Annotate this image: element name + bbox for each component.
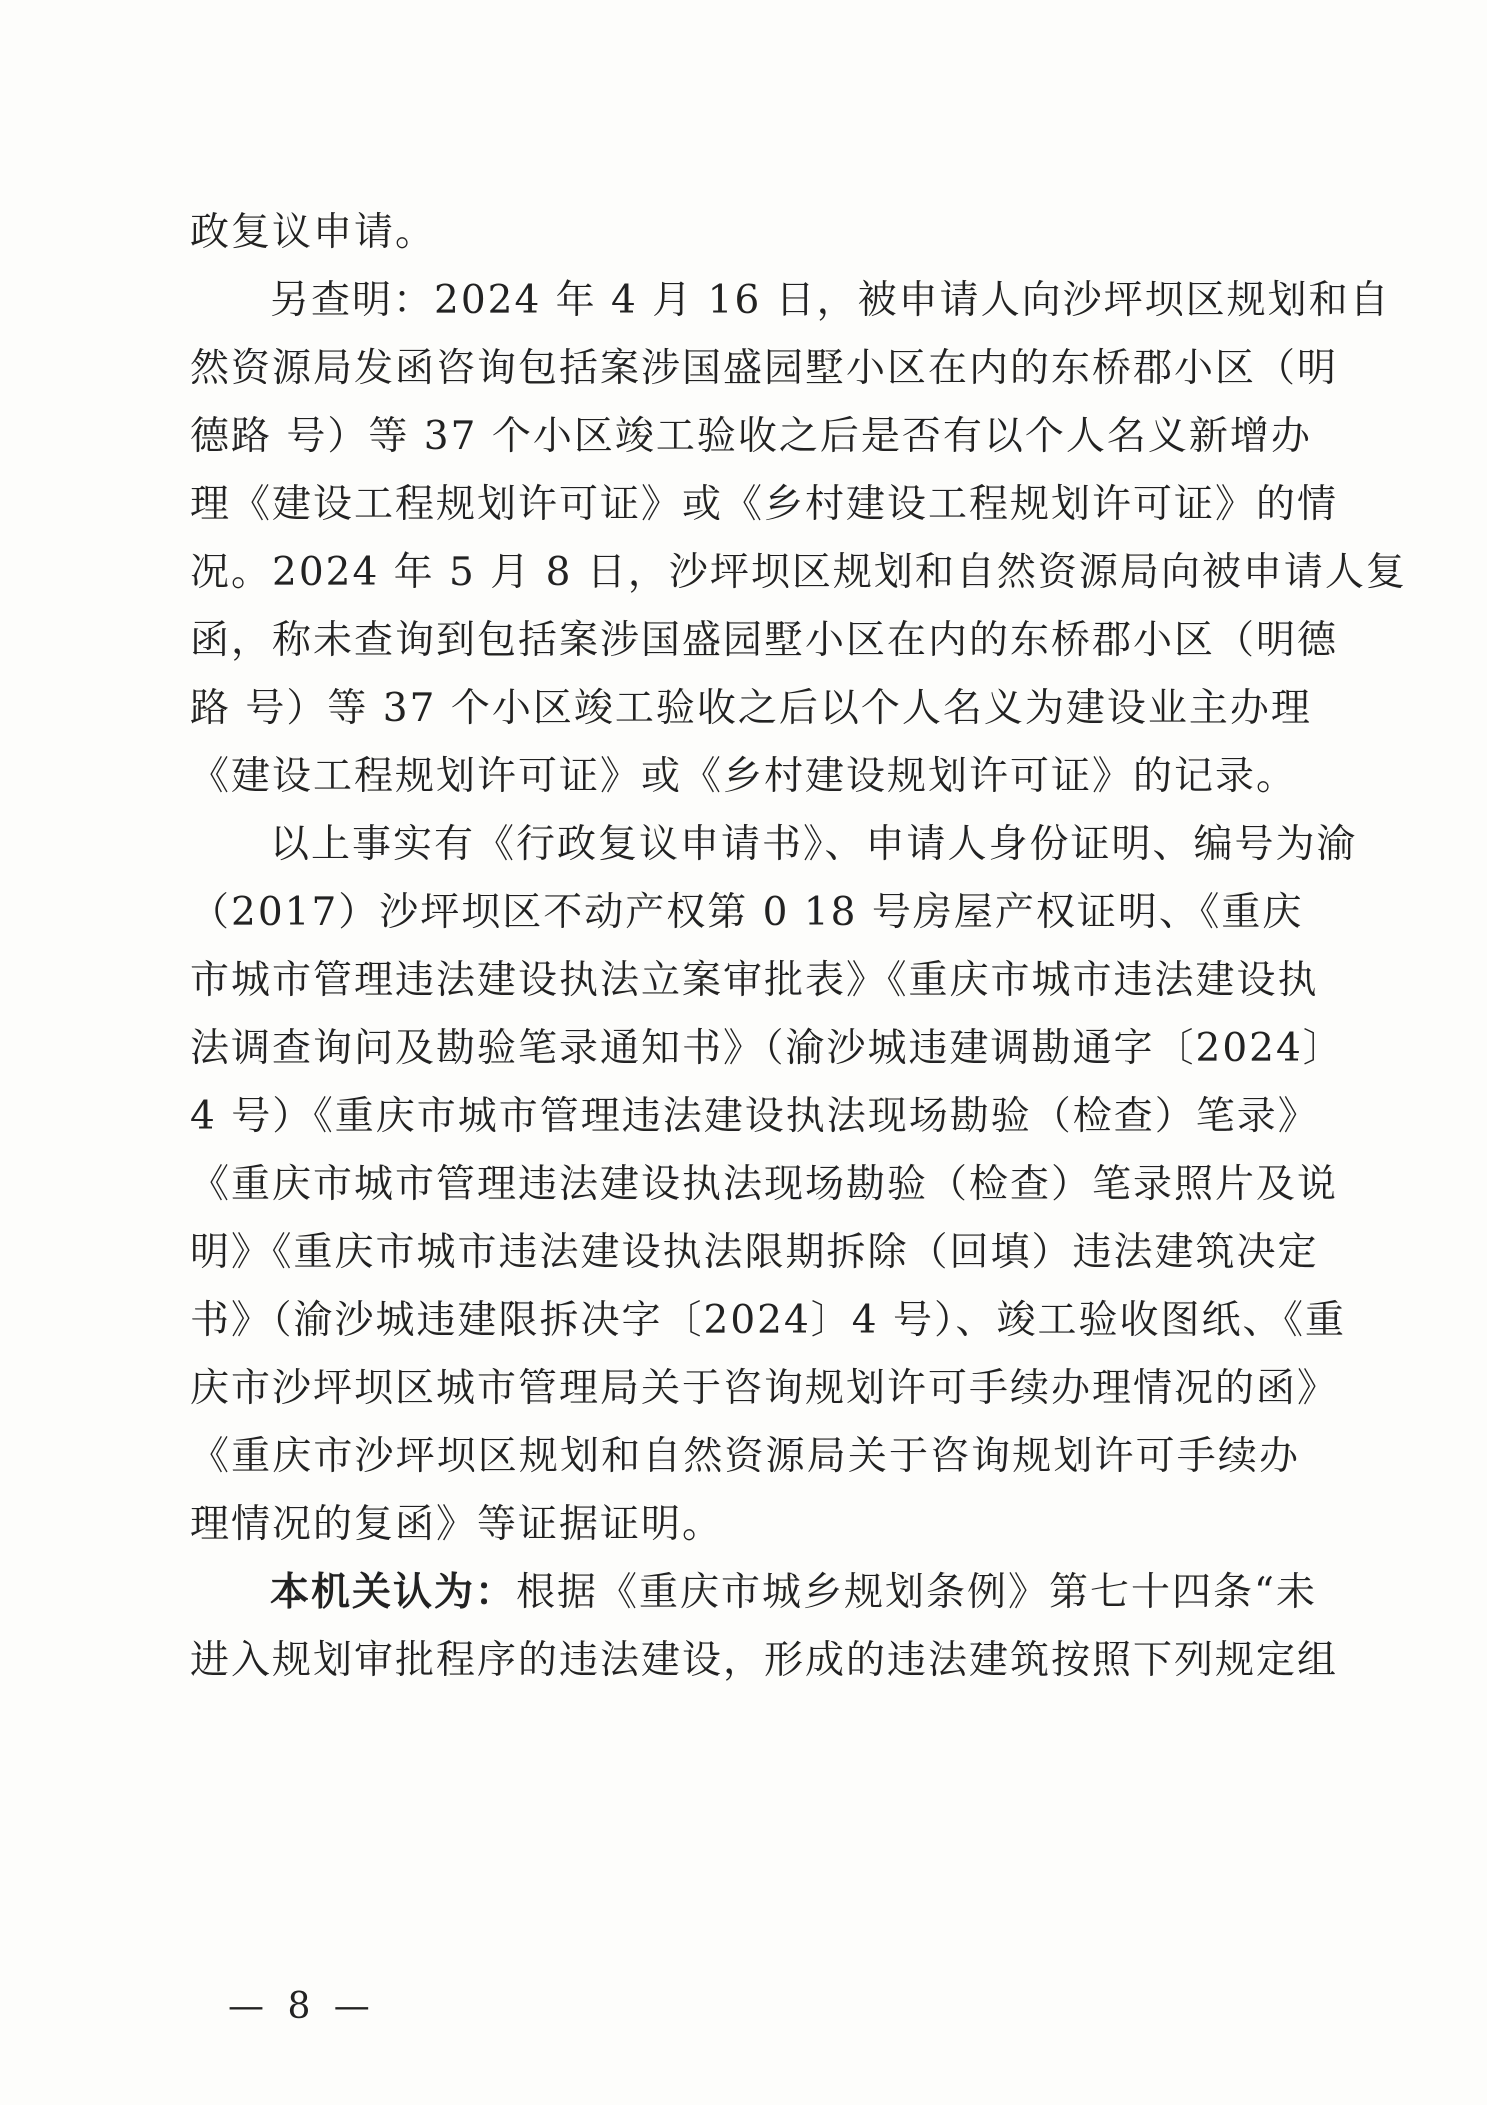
text-line-11: （2017）沙坪坝区不动产权第 0 18 号房屋产权证明、《重庆 [190, 890, 1304, 935]
finding-lead: 本机关认为： [270, 1570, 517, 1615]
text-line-4: 德路 号）等 37 个小区竣工验收之后是否有以个人名义新增办 [190, 414, 1312, 459]
text-line-6: 况。2024 年 5 月 8 日，沙坪坝区规划和自然资源局向被申请人复 [190, 550, 1407, 595]
page-number: — 8 — [228, 1986, 376, 2027]
text-line-5: 理《建设工程规划许可证》或《乡村建设工程规划许可证》的情 [190, 482, 1339, 527]
text-line-15: 《重庆市城市管理违法建设执法现场勘验（检查）笔录照片及说 [190, 1162, 1339, 1207]
text-line-20: 理情况的复函》等证据证明。 [190, 1502, 724, 1547]
text-line-13: 法调查询问及勘验笔录通知书》（渝沙城违建调勘通字〔2024〕 [190, 1026, 1344, 1071]
text-line-19: 《重庆市沙坪坝区规划和自然资源局关于咨询规划许可手续办 [190, 1434, 1300, 1479]
text-line-14: 4 号）《重庆市城市管理违法建设执法现场勘验（检查）笔录》 [190, 1094, 1319, 1139]
text-line-last: 进入规划审批程序的违法建设，形成的违法建筑按照下列规定组 [190, 1638, 1339, 1683]
text-line-3: 然资源局发函咨询包括案涉国盛园墅小区在内的东桥郡小区（明 [190, 346, 1339, 391]
text-line-7: 函，称未查询到包括案涉国盛园墅小区在内的东桥郡小区（明德 [190, 618, 1339, 663]
text-line-10: 以上事实有《行政复议申请书》、申请人身份证明、编号为渝 [270, 822, 1358, 867]
text-line-1: 政复议申请。 [190, 210, 437, 255]
text-line-18: 庆市沙坪坝区城市管理局关于咨询规划许可手续办理情况的函》 [190, 1366, 1339, 1411]
text-line-9: 《建设工程规划许可证》或《乡村建设规划许可证》的记录。 [190, 754, 1298, 799]
text-line-2: 另查明：2024 年 4 月 16 日，被申请人向沙坪坝区规划和自 [270, 278, 1391, 323]
finding-paragraph-line [270, 1565, 1317, 1621]
text-line-16: 明》《重庆市城市违法建设执法限期拆除（回填）违法建筑决定 [190, 1230, 1319, 1275]
text-line-17: 书》（渝沙城违建限拆决字〔2024〕4 号）、竣工验收图纸、《重 [190, 1298, 1346, 1343]
text-line-8: 路 号）等 37 个小区竣工验收之后以个人名义为建设业主办理 [190, 686, 1312, 731]
finding-text: 根据《重庆市城乡规划条例》第七十四条“未 [516, 1570, 1317, 1615]
text-line-12: 市城市管理违法建设执法立案审批表》《重庆市城市违法建设执 [190, 958, 1319, 1003]
